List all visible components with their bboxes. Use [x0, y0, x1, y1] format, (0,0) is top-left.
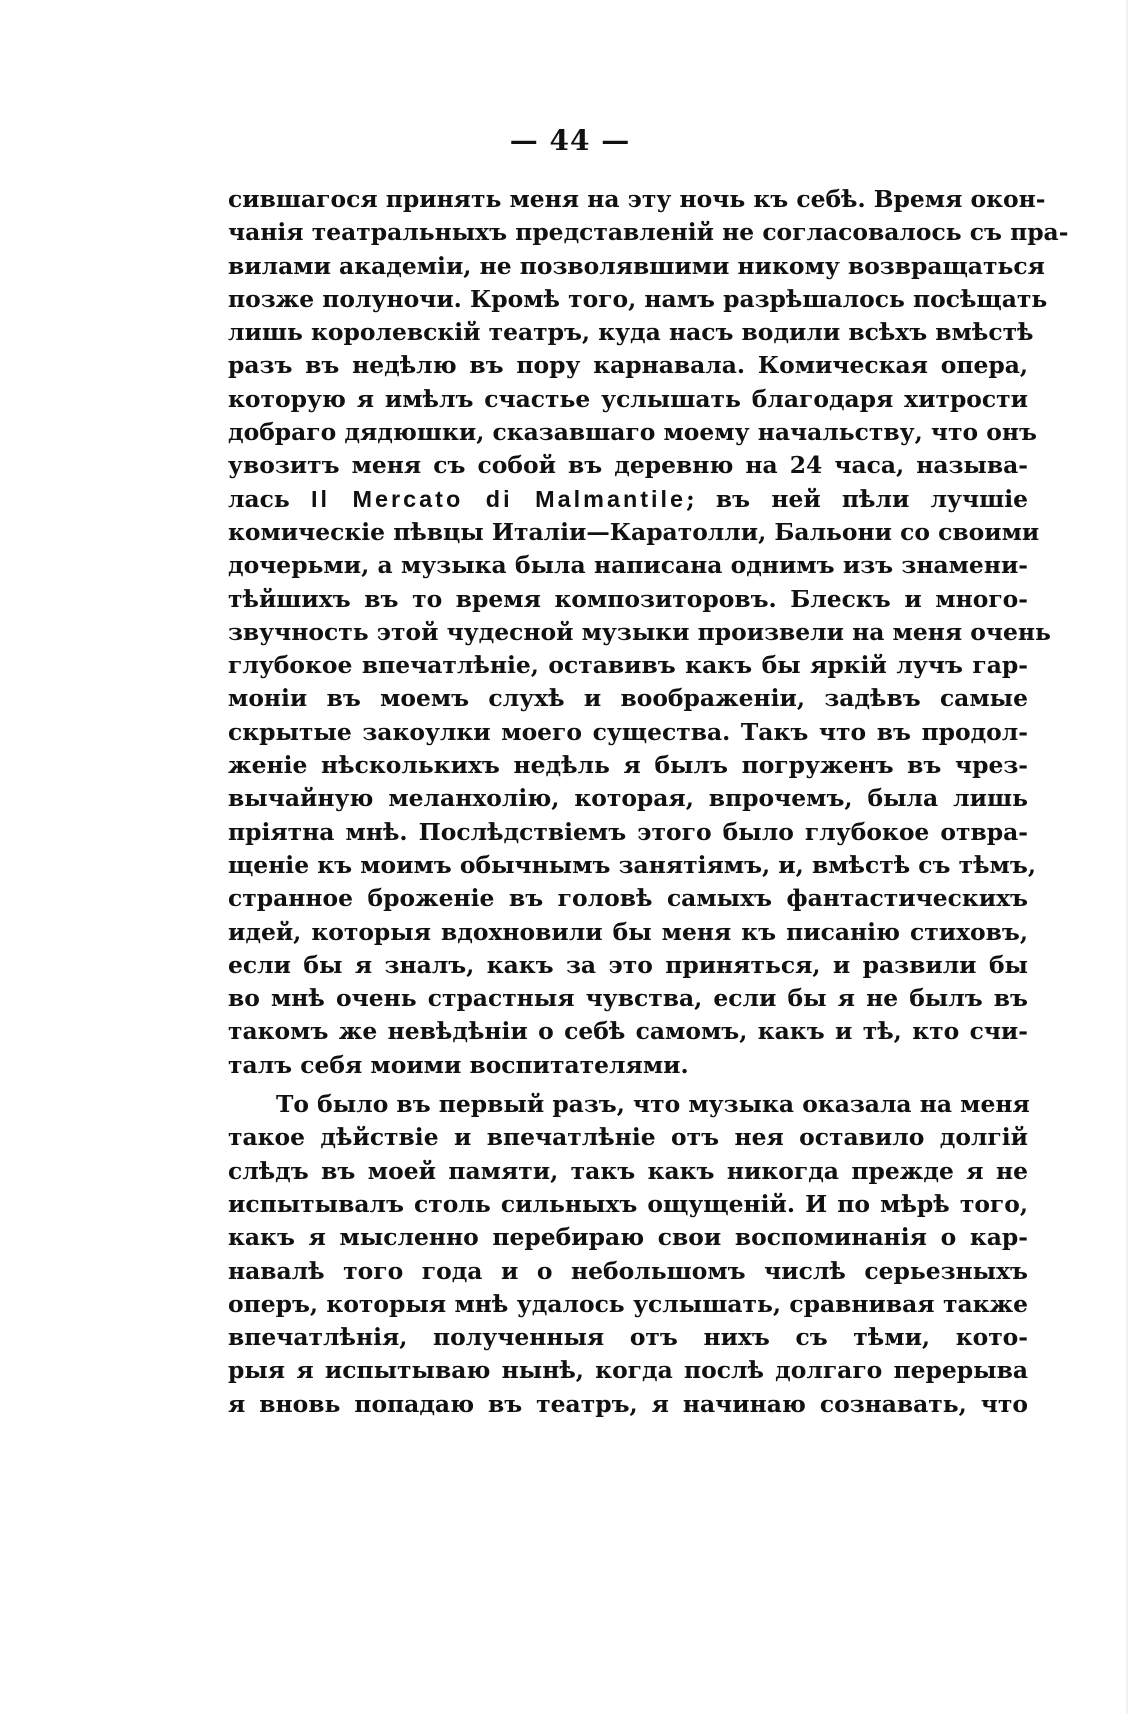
text-line: испытывалъ столь сильныхъ ощущеній. И по мѣрѣ того,: [228, 1189, 1028, 1218]
opera-title: Il Mercato di Malmantile: [310, 485, 687, 512]
text-line: оперъ, которыя мнѣ удалось услышать, сравнивая также: [228, 1289, 1028, 1318]
text-line: комическіе пѣвцы Италіи—Каратолли, Бальони со своими: [228, 517, 1040, 546]
text-line: позже полуночи. Кромѣ того, намъ разрѣшалось посѣщать: [228, 284, 1048, 313]
body-text: [228, 183, 1069, 1421]
text-line: чанія театральныхъ представленій не согласовалось съ пра-: [228, 218, 1069, 247]
text-line: глубокое впечатлѣніе, оставивъ какъ бы яркій лучъ гар-: [228, 651, 1028, 680]
text-line: если бы я зналъ, какъ за это приняться, и развили бы: [228, 950, 1028, 979]
text-line: странное броженіе въ головѣ самыхъ фантастическихъ: [228, 884, 1028, 913]
text-line: во мнѣ очень страстныя чувства, если бы я не былъ въ: [228, 984, 1028, 1013]
text-line: тѣйшихъ въ то время композиторовъ. Блескъ и много-: [228, 584, 1028, 613]
text-line: рыя я испытываю нынѣ, когда послѣ долгаго перерыва: [228, 1356, 1028, 1385]
text-line: я вновь попадаю въ театръ, я начинаю сознавать, что: [228, 1389, 1028, 1418]
text-line: звучность этой чудесной музыки произвели на меня очень: [228, 617, 1051, 646]
text-line: вилами академіи, не позволявшими никому возвращаться: [228, 251, 1045, 280]
text-line: которую я имѣлъ счастье услышать благодаря хитрости: [228, 384, 1028, 413]
text-line: увозитъ меня съ собой въ деревню на 24 часа, называ-: [228, 451, 1028, 480]
text-line: талъ себя моими воспитателями.: [228, 1050, 689, 1079]
page-number: — 44 —: [509, 124, 631, 157]
text-line: щеніе къ моимъ обычнымъ занятіямъ, и, вмѣстѣ съ тѣмъ,: [228, 850, 1036, 879]
text-line: моніи въ моемъ слухѣ и воображеніи, задѣвъ самые: [228, 684, 1028, 713]
text-line: [228, 483, 1028, 516]
paragraph-1: [228, 183, 1069, 1082]
text-line: какъ я мысленно перебираю свои воспоминанія о кар-: [228, 1223, 1028, 1252]
text-line: разъ въ недѣлю въ пору карнавала. Комическая опера,: [228, 351, 1028, 380]
text-fragment: ; въ ней пѣли лучшіе: [686, 484, 1028, 513]
text-line: такое дѣйствіе и впечатлѣніе отъ нея оставило долгій: [228, 1123, 1028, 1152]
text-line: впечатлѣнія, полученныя отъ нихъ съ тѣми, кото-: [228, 1323, 1028, 1352]
text-line: слѣдъ въ моей памяти, такъ какъ никогда прежде я не: [228, 1156, 1028, 1185]
text-line: женіе нѣсколькихъ недѣль я былъ погруженъ въ чрез-: [228, 751, 1028, 780]
text-line: лишь королевскій театръ, куда насъ водили всѣхъ вмѣстѣ: [228, 318, 1034, 347]
text-line: скрытые закоулки моего существа. Такъ что въ продол-: [228, 717, 1028, 746]
text-line: дочерьми, а музыка была написана однимъ изъ знамени-: [228, 551, 1028, 580]
text-line: То было въ первый разъ, что музыка оказала на меня: [276, 1090, 1030, 1119]
page-edge-shadow: [1126, 0, 1128, 1714]
text-line: идей, которыя вдохновили бы меня къ писанію стиховъ,: [228, 917, 1028, 946]
text-line: сившагося принять меня на эту ночь къ себѣ. Время окон-: [228, 185, 1046, 213]
text-line: пріятна мнѣ. Послѣдствіемъ этого было глубокое отвра-: [228, 817, 1028, 846]
text-fragment: лась: [228, 484, 311, 513]
paragraph-2: [228, 1088, 1028, 1421]
text-line: добраго дядюшки, сказавшаго моему начальству, что онъ: [228, 418, 1037, 447]
text-line: вычайную меланхолію, которая, впрочемъ, была лишь: [228, 784, 1028, 813]
text-line: навалѣ того года и о небольшомъ числѣ серьезныхъ: [228, 1256, 1028, 1285]
text-line: такомъ же невѣдѣніи о себѣ самомъ, какъ и тѣ, кто счи-: [228, 1017, 1028, 1046]
